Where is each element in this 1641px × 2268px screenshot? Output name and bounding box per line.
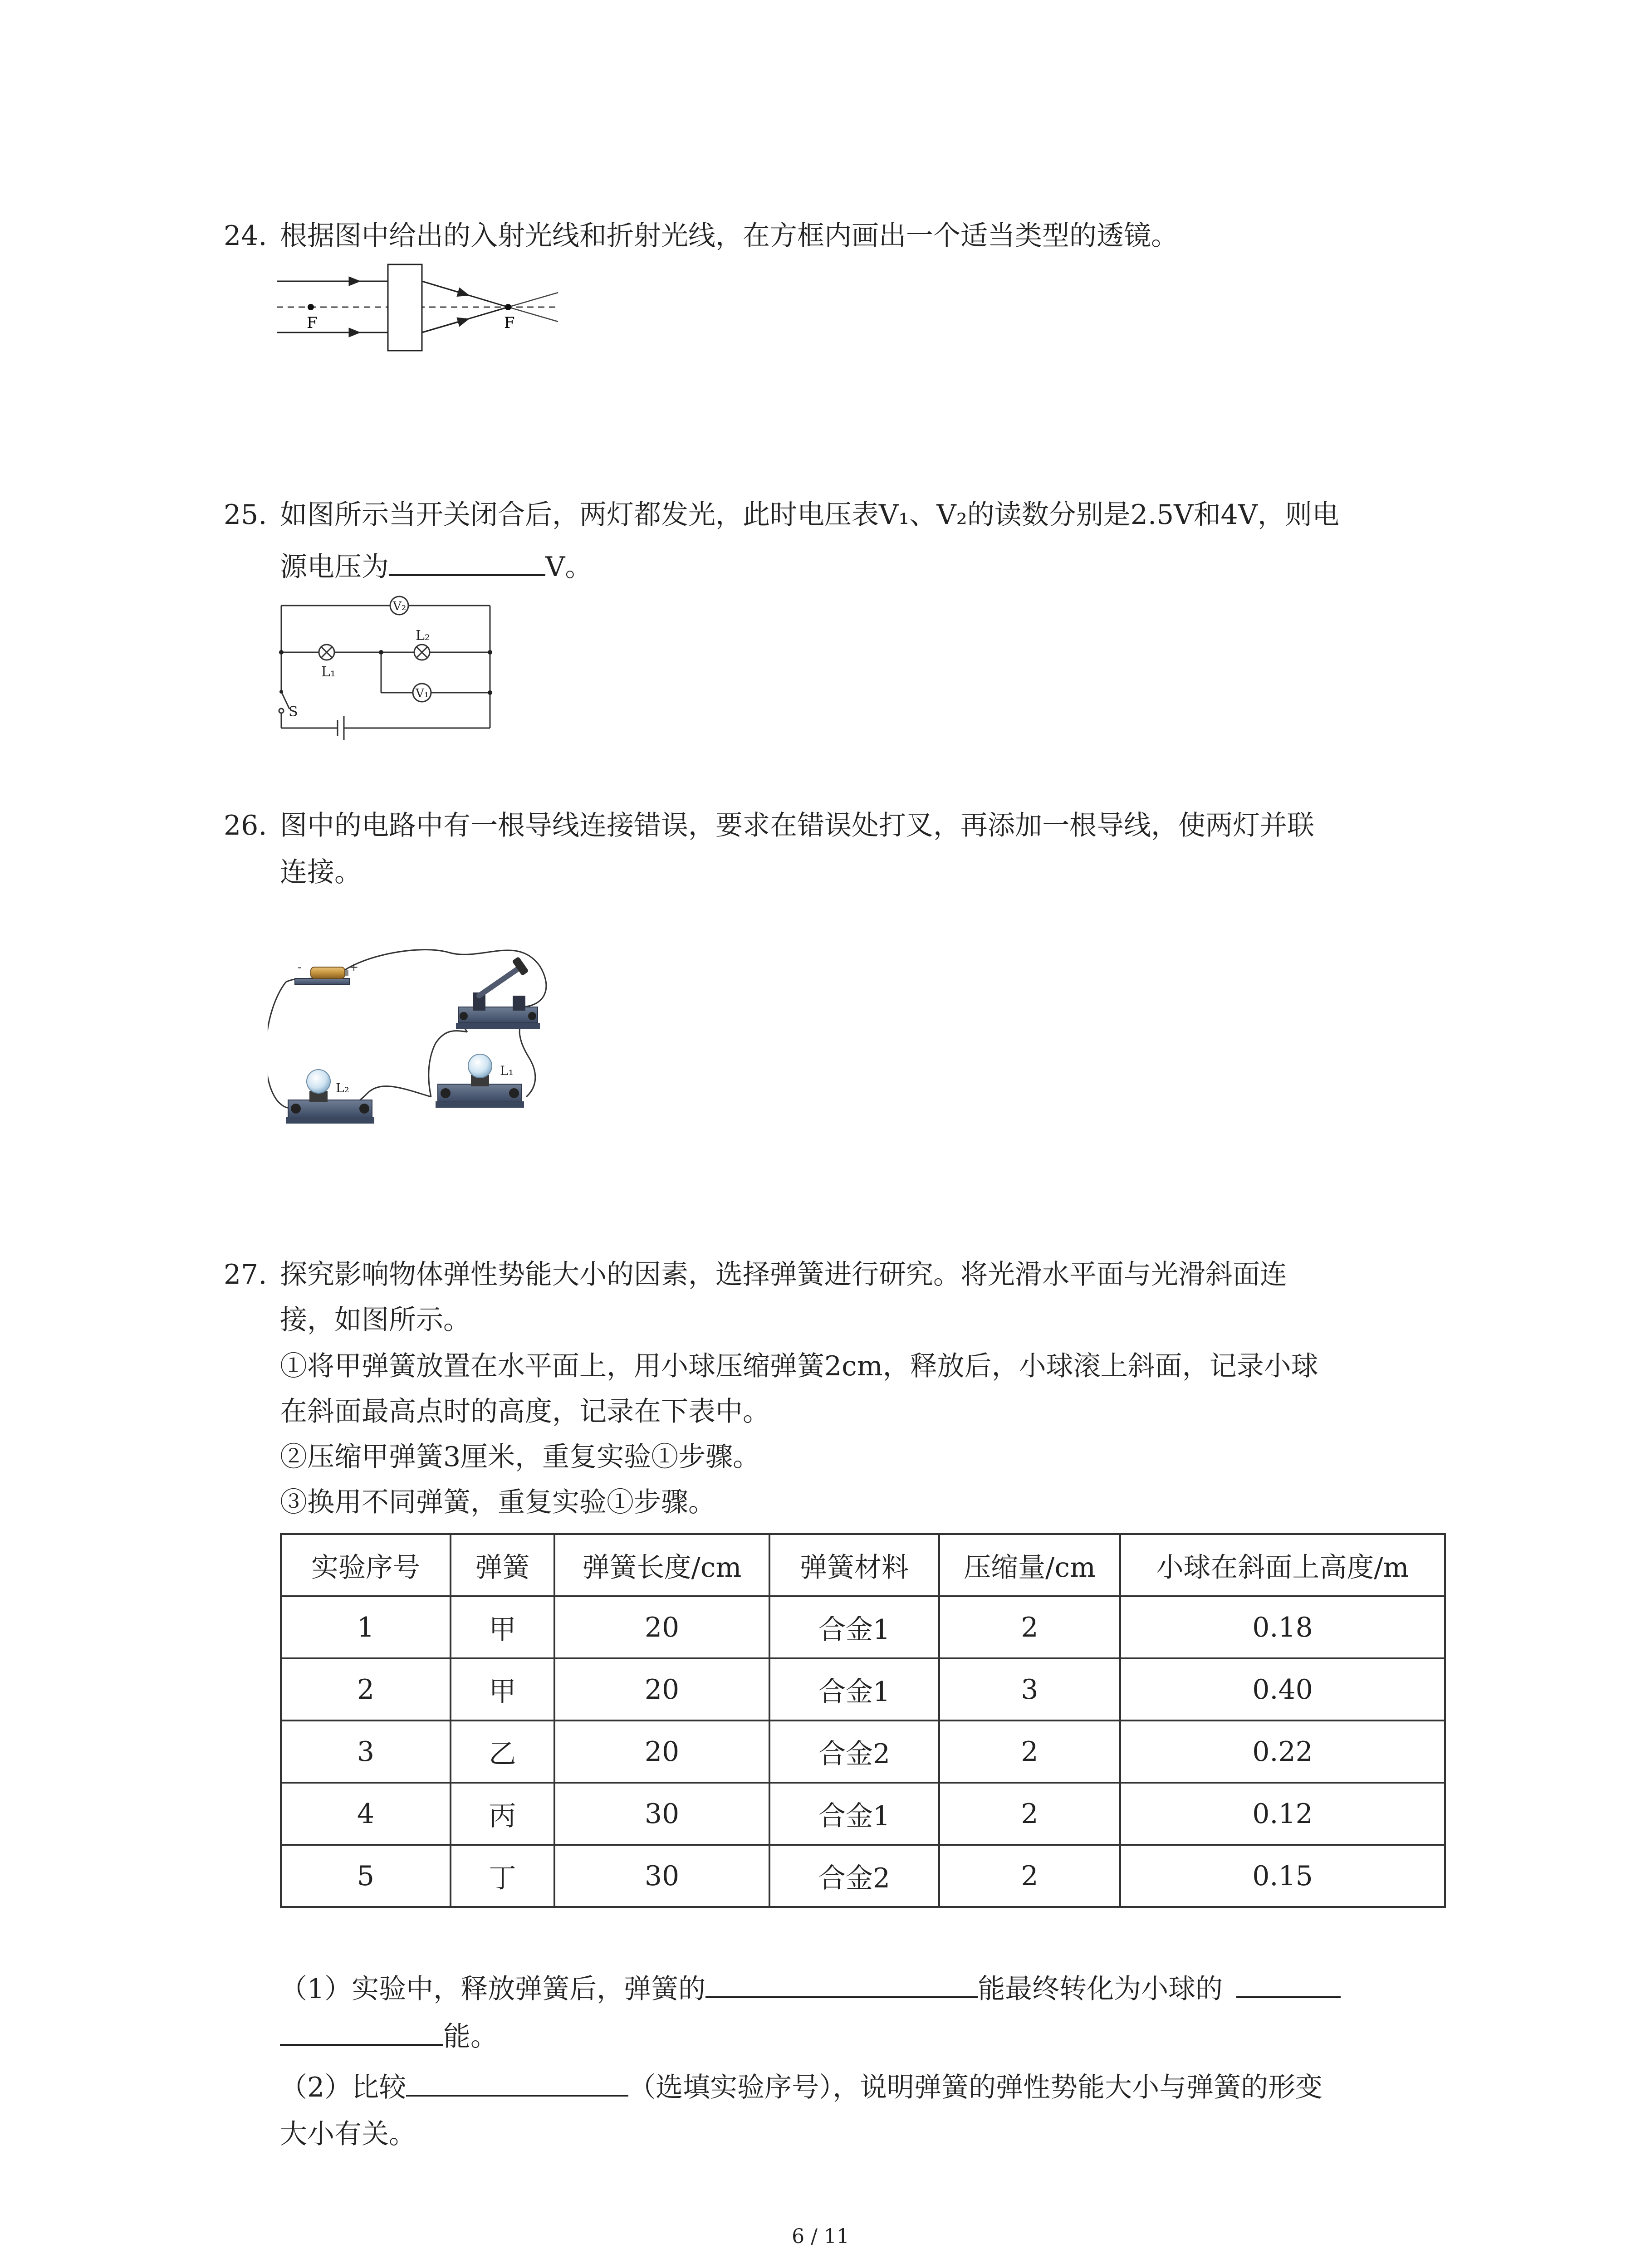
q27-number: 27. bbox=[224, 1259, 267, 1290]
table-cell: 0.15 bbox=[1120, 1845, 1445, 1907]
lamp-l2 bbox=[286, 1070, 374, 1124]
table-cell: 丙 bbox=[451, 1783, 554, 1845]
table-cell: 20 bbox=[554, 1721, 769, 1783]
q27-sub2-line1 bbox=[280, 2065, 1323, 2110]
q27-step3: ③换用不同弹簧，重复实验①步骤。 bbox=[280, 1486, 715, 1518]
table-cell: 0.12 bbox=[1120, 1783, 1445, 1845]
q27-sub1-line2 bbox=[280, 2014, 498, 2059]
table-cell: 2 bbox=[939, 1783, 1120, 1845]
q27-intro-line1: 探究影响物体弹性势能大小的因素，选择弹簧进行研究。将光滑水平面与光滑斜面连 bbox=[280, 1259, 1287, 1290]
lamp-l2-label-q26: L₂ bbox=[336, 1080, 349, 1095]
q25-number: 25. bbox=[224, 499, 267, 531]
battery-minus-label: - bbox=[298, 961, 302, 973]
table-cell: 2 bbox=[281, 1658, 451, 1721]
table-cell: 0.40 bbox=[1120, 1658, 1445, 1721]
q27-sub1-blank2-cont[interactable] bbox=[280, 2016, 443, 2046]
circuit-photo-q26 bbox=[268, 939, 585, 1148]
q27-sub1-blank1[interactable] bbox=[705, 1968, 978, 1998]
q26-number: 26. bbox=[224, 810, 267, 841]
q24-text: 根据图中给出的入射光线和折射光线，在方框内画出一个适当类型的透镜。 bbox=[280, 220, 1178, 252]
table-cell: 4 bbox=[281, 1783, 451, 1845]
q27-sub1-b: 能最终转化为小球的 bbox=[978, 1973, 1223, 2005]
q25-suffix: V。 bbox=[545, 551, 593, 583]
circuit-diagram-q25 bbox=[263, 592, 517, 751]
q27-intro-line2: 接，如图所示。 bbox=[280, 1304, 470, 1336]
experiment-table bbox=[280, 1533, 1446, 1908]
table-cell: 合金2 bbox=[769, 1721, 939, 1783]
table-cell: 合金1 bbox=[769, 1596, 939, 1658]
table-row bbox=[281, 1658, 1445, 1721]
v1-meter-label: V₁ bbox=[416, 687, 429, 700]
table-cell: 甲 bbox=[451, 1658, 554, 1721]
table-cell: 合金1 bbox=[769, 1658, 939, 1721]
q25-answer-blank[interactable] bbox=[389, 546, 545, 576]
table-cell: 20 bbox=[554, 1596, 769, 1658]
table-row bbox=[281, 1783, 1445, 1845]
battery-plus-label: + bbox=[349, 961, 359, 973]
q27-step1-line2: 在斜面最高点时的高度，记录在下表中。 bbox=[280, 1396, 770, 1427]
q27-sub1-c: 能。 bbox=[443, 2021, 498, 2053]
q24-number: 24. bbox=[224, 220, 267, 252]
q25-text-line1: 如图所示当开关闭合后，两灯都发光，此时电压表V₁、V₂的读数分别是2.5V和4V，则电 bbox=[280, 499, 1340, 531]
q27-sub2-blank[interactable] bbox=[406, 2067, 628, 2097]
table-cell: 0.22 bbox=[1120, 1721, 1445, 1783]
q27-step2: ②压缩甲弹簧3厘米，重复实验①步骤。 bbox=[280, 1441, 760, 1473]
focus-left-label: F bbox=[307, 314, 318, 332]
table-header-cell: 小球在斜面上高度/m bbox=[1120, 1534, 1445, 1596]
q27-sub1-a: （1）实验中，释放弹簧后，弹簧的 bbox=[280, 1973, 706, 2005]
lens-diagram bbox=[272, 256, 563, 370]
table-header-cell: 弹簧材料 bbox=[769, 1534, 939, 1596]
q27-sub2-b: （选填实验序号），说明弹簧的弹性势能大小与弹簧的形变 bbox=[628, 2072, 1323, 2103]
table-cell: 2 bbox=[939, 1596, 1120, 1658]
knife-switch bbox=[456, 956, 540, 1029]
table-header-cell: 弹簧 bbox=[451, 1534, 554, 1596]
switch-label: S bbox=[289, 704, 298, 720]
focus-left-dot bbox=[308, 304, 314, 310]
q27-sub1-line1 bbox=[280, 1966, 1341, 2012]
q25-text-line2 bbox=[280, 544, 592, 590]
q27-step1-line1: ①将甲弹簧放置在水平面上，用小球压缩弹簧2cm，释放后，小球滚上斜面，记录小球 bbox=[280, 1350, 1318, 1382]
lamp-l1-label: L₁ bbox=[321, 664, 336, 680]
table-cell: 5 bbox=[281, 1845, 451, 1907]
table-cell: 3 bbox=[939, 1658, 1120, 1721]
table-cell: 3 bbox=[281, 1721, 451, 1783]
q26-text-line2: 连接。 bbox=[280, 856, 362, 888]
table-row bbox=[281, 1596, 1445, 1658]
table-cell: 2 bbox=[939, 1721, 1120, 1783]
table-cell: 合金2 bbox=[769, 1845, 939, 1907]
table-cell: 30 bbox=[554, 1845, 769, 1907]
table-row bbox=[281, 1721, 1445, 1783]
q25-prefix: 源电压为 bbox=[280, 551, 389, 583]
q27-sub2-line2: 大小有关。 bbox=[280, 2118, 416, 2150]
table-cell: 丁 bbox=[451, 1845, 554, 1907]
lamp-l2-label: L₂ bbox=[416, 628, 430, 644]
table-header-row bbox=[281, 1534, 1445, 1596]
table-cell: 1 bbox=[281, 1596, 451, 1658]
table-header-cell: 弹簧长度/cm bbox=[554, 1534, 769, 1596]
q27-sub2-a: （2）比较 bbox=[280, 2072, 407, 2103]
q27-sub1-blank2[interactable] bbox=[1236, 1968, 1341, 1998]
lamp-l1-label-q26: L₁ bbox=[500, 1063, 514, 1078]
focus-right-label: F bbox=[504, 314, 515, 332]
page-number: 6 / 11 bbox=[792, 2225, 849, 2248]
battery bbox=[295, 967, 349, 985]
table-header-cell: 压缩量/cm bbox=[939, 1534, 1120, 1596]
table-cell: 乙 bbox=[451, 1721, 554, 1783]
focus-right-dot bbox=[505, 304, 511, 310]
table-cell: 合金1 bbox=[769, 1783, 939, 1845]
table-header-cell: 实验序号 bbox=[281, 1534, 451, 1596]
table-cell: 20 bbox=[554, 1658, 769, 1721]
lamp-l1 bbox=[436, 1054, 524, 1108]
v2-meter-label: V₂ bbox=[393, 600, 407, 613]
q26-text-line1: 图中的电路中有一根导线连接错误，要求在错误处打叉，再添加一根导线，使两灯并联 bbox=[280, 810, 1314, 841]
table-row bbox=[281, 1845, 1445, 1907]
table-cell: 0.18 bbox=[1120, 1596, 1445, 1658]
table-cell: 30 bbox=[554, 1783, 769, 1845]
table-cell: 甲 bbox=[451, 1596, 554, 1658]
table-cell: 2 bbox=[939, 1845, 1120, 1907]
